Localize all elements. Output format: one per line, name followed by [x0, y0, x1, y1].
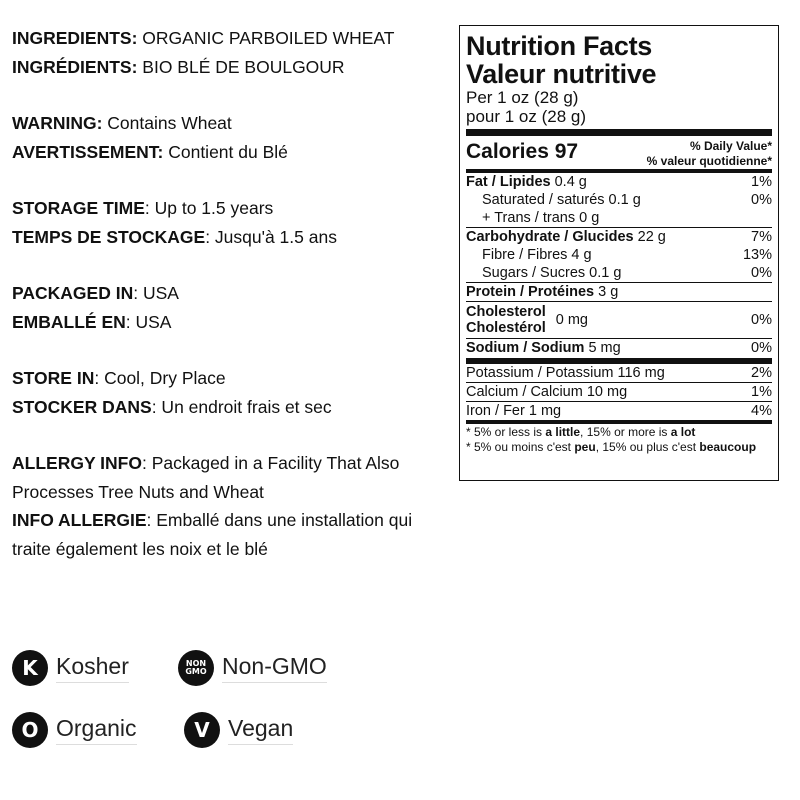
serving-size-fr: pour 1 oz (28 g)	[466, 107, 587, 126]
non-gmo-label: Non-GMO	[222, 653, 327, 683]
calcium-row: Calcium / Calcium 10 mg 1%	[466, 384, 772, 400]
organic-icon: O	[12, 712, 48, 748]
carbohydrate-row: Carbohydrate / Glucides 22 g 7%	[466, 229, 772, 245]
daily-value-en: % Daily Value*	[689, 139, 772, 153]
calories-row	[466, 136, 772, 169]
storage-en: STORAGE TIME: Up to 1.5 years	[12, 198, 274, 218]
cholesterol-row: Cholesterol Cholestérol 0 mg 0%	[466, 304, 772, 336]
vegan-badge	[184, 712, 293, 748]
footnote-fr: * 5% ou moins c'est peu, 15% ou plus c'est beaucoup	[466, 440, 757, 454]
daily-value-fr: % valeur quotidienne*	[646, 154, 772, 168]
allergy-fr: INFO ALLERGIE: Emballé dans une installation qui traite également les noix et le blé	[12, 510, 413, 559]
trans-row: + Trans / trans 0 g	[482, 210, 600, 226]
product-info	[12, 24, 442, 563]
nutrition-facts-table	[459, 25, 779, 481]
ingredients-fr: INGRÉDIENTS: BIO BLÉ DE BOULGOUR	[12, 56, 345, 77]
serving-size-en: Per 1 oz (28 g)	[466, 88, 579, 107]
kosher-icon: K	[12, 650, 48, 686]
kosher-label: Kosher	[56, 653, 129, 683]
iron-row: Iron / Fer 1 mg 4%	[466, 403, 772, 419]
packaged-en: PACKAGED IN: USA	[12, 283, 179, 303]
fat-row: Fat / Lipides 0.4 g 1%	[466, 174, 772, 190]
organic-label: Organic	[56, 715, 137, 745]
nutrition-title-fr: Valeur nutritive	[466, 59, 657, 89]
saturated-row: Saturated / saturés 0.1 g 0%	[482, 192, 772, 208]
fibre-row: Fibre / Fibres 4 g 13%	[482, 247, 772, 263]
allergy-en: ALLERGY INFO: Packaged in a Facility That Also Processes Tree Nuts and Wheat	[12, 453, 400, 502]
packaged-fr: EMBALLÉ EN: USA	[12, 311, 172, 332]
calories: Calories 97	[466, 140, 579, 163]
kosher-badge	[12, 650, 129, 686]
non-gmo-badge	[178, 650, 327, 686]
ingredients-en: INGREDIENTS: ORGANIC PARBOILED WHEAT	[12, 28, 395, 48]
store-en: STORE IN: Cool, Dry Place	[12, 368, 226, 388]
warning-fr: AVERTISSEMENT: Contient du Blé	[12, 141, 288, 162]
vegan-icon: V	[184, 712, 220, 748]
protein-row: Protein / Protéines 3 g	[466, 284, 619, 300]
sugars-row: Sugars / Sucres 0.1 g 0%	[482, 265, 772, 281]
store-fr: STOCKER DANS: Un endroit frais et sec	[12, 396, 332, 417]
potassium-row: Potassium / Potassium 116 mg 2%	[466, 365, 772, 381]
warning-en: WARNING: Contains Wheat	[12, 113, 232, 133]
storage-fr: TEMPS DE STOCKAGE: Jusqu'à 1.5 ans	[12, 226, 337, 247]
organic-badge	[12, 712, 137, 748]
sodium-row: Sodium / Sodium 5 mg 0%	[466, 340, 772, 356]
non-gmo-icon: NON GMO	[178, 650, 214, 686]
nutrition-title-en: Nutrition Facts	[466, 31, 653, 61]
vegan-label: Vegan	[228, 715, 293, 745]
footnote-en: * 5% or less is a little, 15% or more is a lot	[466, 425, 696, 439]
